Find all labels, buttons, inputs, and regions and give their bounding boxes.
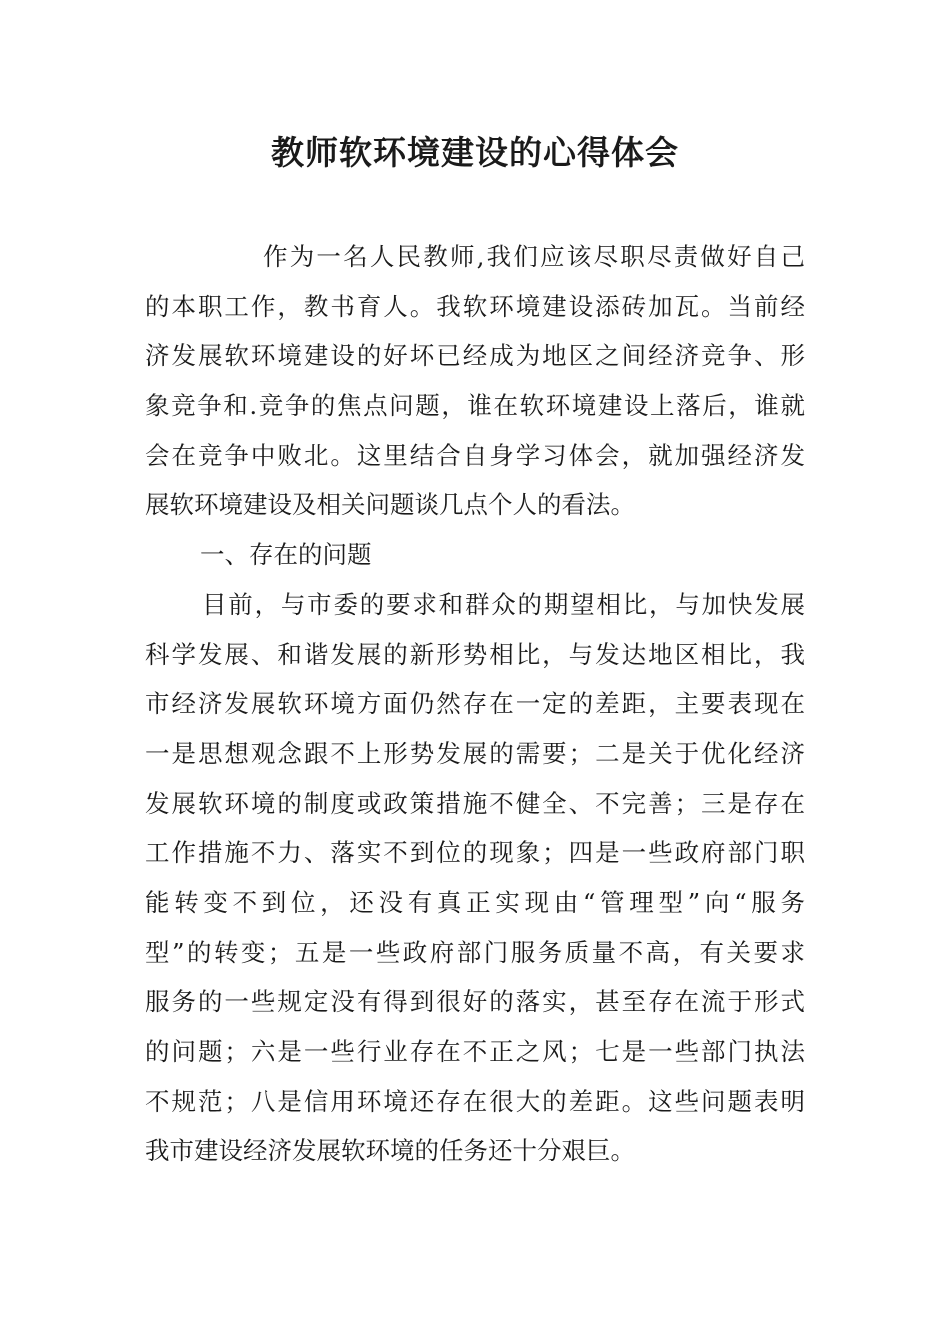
paragraph-2-line-6: 工作措施不力、落实不到位的现象；四是一些政府部门职 bbox=[145, 838, 805, 868]
paragraph-2-line-12: 我市建设经济发展软环境的任务还十分艰巨。 bbox=[145, 1136, 635, 1166]
paragraph-1-line-6: 展软环境建设及相关问题谈几点个人的看法。 bbox=[145, 490, 635, 520]
paragraph-2-line-11: 不规范；八是信用环境还存在很大的差距。这些问题表明 bbox=[145, 1086, 805, 1116]
paragraph-2-line-2: 科学发展、和谐发展的新形势相比，与发达地区相比，我 bbox=[145, 639, 805, 669]
paragraph-2-line-9: 服务的一些规定没有得到很好的落实，甚至存在流于形式 bbox=[145, 987, 805, 1017]
paragraph-1-line-4: 象竞争和.竞争的焦点问题，谁在软环境建设上落后，谁就 bbox=[145, 391, 805, 421]
document-body bbox=[145, 232, 805, 1176]
paragraph-2-line-5: 发展软环境的制度或政策措施不健全、不完善；三是存在 bbox=[145, 788, 805, 818]
paragraph-2-line-7: 能转变不到位，还没有真正实现由“管理型”向“服务 bbox=[145, 887, 805, 917]
paragraph-1-line-1: 作为一名人民教师,我们应该尽职尽责做好自己 bbox=[263, 242, 805, 271]
paragraph-1-line-5: 会在竞争中败北。这里结合自身学习体会，就加强经济发 bbox=[145, 440, 805, 470]
paragraph-2-line-3: 市经济发展软环境方面仍然存在一定的差距，主要表现在 bbox=[145, 689, 805, 719]
document-title: 教师软环境建设的心得体会 bbox=[271, 133, 679, 172]
paragraph-2-line-10: 的问题；六是一些行业存在不正之风；七是一些部门执法 bbox=[145, 1037, 805, 1066]
section-heading: 一、存在的问题 bbox=[200, 540, 372, 570]
paragraph-2-line-8: 型”的转变；五是一些政府部门服务质量不高，有关要求 bbox=[145, 937, 805, 967]
paragraph-1-line-2: 的本职工作，教书育人。我软环境建设添砖加瓦。当前经 bbox=[145, 291, 805, 321]
paragraph-2-line-1: 目前，与市委的要求和群众的期望相比，与加快发展 bbox=[202, 589, 805, 619]
paragraph-1-line-3: 济发展软环境建设的好坏已经成为地区之间经济竞争、形 bbox=[145, 341, 805, 371]
paragraph-2-line-4: 一是思想观念跟不上形势发展的需要；二是关于优化经济 bbox=[145, 738, 805, 768]
